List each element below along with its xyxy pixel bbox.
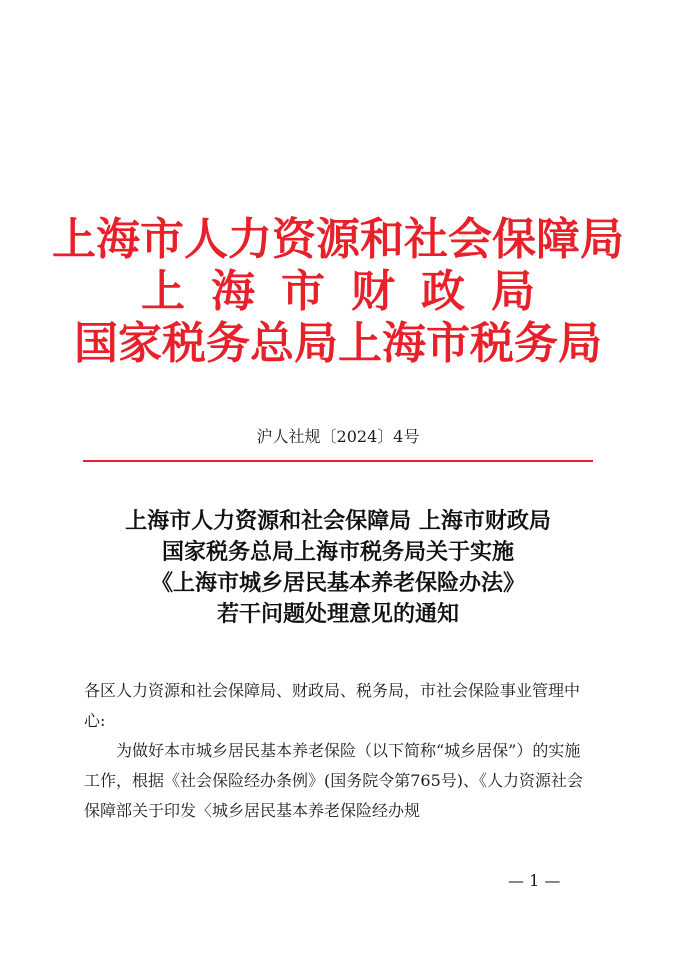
title-line-1: 上海市人力资源和社会保障局 上海市财政局 xyxy=(125,508,551,534)
header-line-hrss: 上海市人力资源和社会保障局 xyxy=(52,214,624,265)
issuing-authority-header xyxy=(0,214,676,370)
body-paragraph: 为做好本市城乡居民基本养老保险（以下简称“城乡居保”）的实施工作，根据《社会保险经办条例》(国务院令第765号)、《人力资源社会保障部关于印发〈城乡居民基本养老保险经办规 xyxy=(84,741,584,820)
document-title xyxy=(0,506,676,630)
document-body xyxy=(84,676,594,826)
title-line-4: 若干问题处理意见的通知 xyxy=(216,601,459,627)
header-line-tax: 国家税务总局上海市税务局 xyxy=(74,318,602,369)
title-line-3: 《上海市城乡居民基本养老保险办法》 xyxy=(150,570,525,596)
addressee: 各区人力资源和社会保障局、财政局、税务局，市社会保险事业管理中心: xyxy=(84,681,581,730)
header-line-finance: 上海市财政局 xyxy=(141,266,561,317)
red-divider-line xyxy=(83,460,593,462)
page-number: — 1 — xyxy=(508,871,561,890)
document-number: 沪人社规〔2024〕4号 xyxy=(256,427,420,446)
title-line-2: 国家税务总局上海市税务局关于实施 xyxy=(161,539,514,565)
